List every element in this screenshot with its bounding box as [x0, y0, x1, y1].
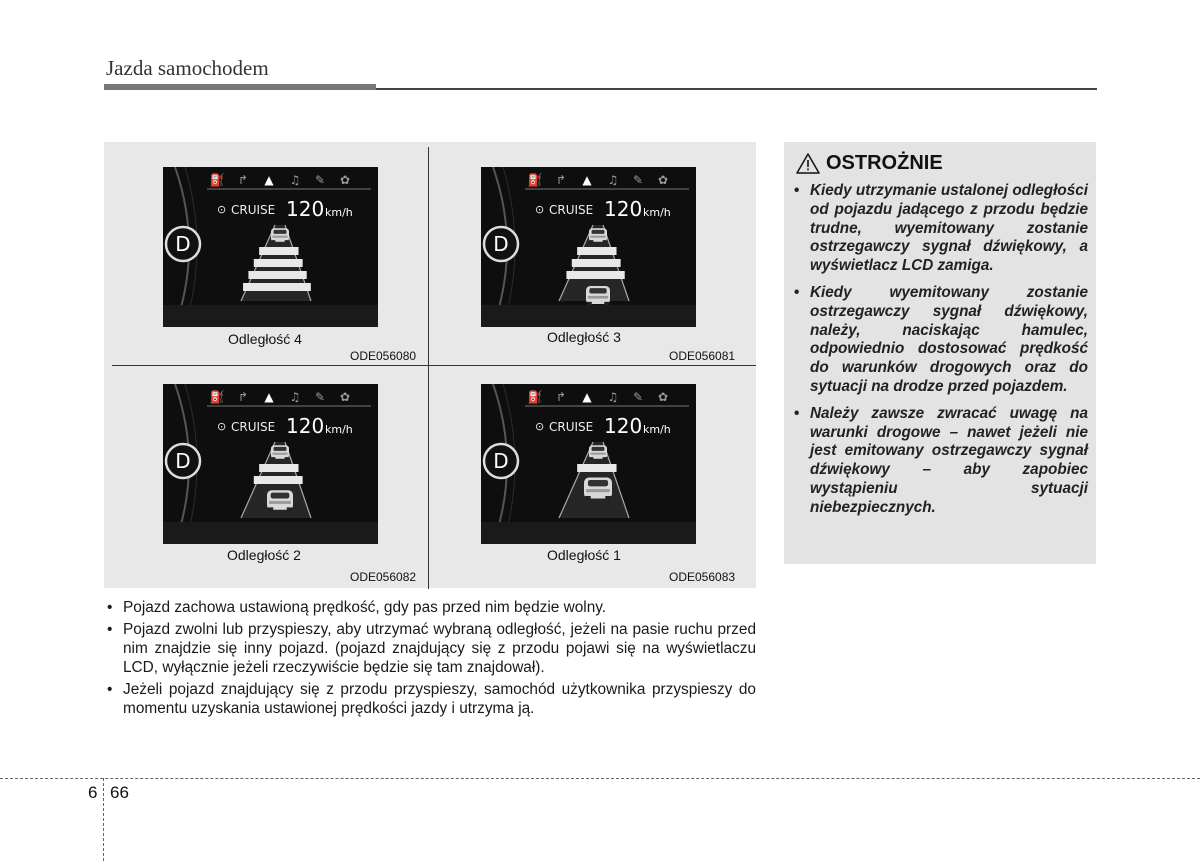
- vehicle-icon: [267, 490, 293, 511]
- figure-code: ODE056080: [350, 349, 417, 363]
- distance-bar: [566, 271, 624, 279]
- lcd-graphic: [163, 384, 378, 544]
- gear-icon: ✿: [339, 390, 351, 404]
- turn-arrow-icon: ↱: [555, 173, 567, 187]
- caution-item: • Kiedy utrzymanie ustalonej odległości od pojazdu jadącego z przodu będzie trudne, wyemitowany zostanie ostrzegawczy sygnał dźwiękowy, a wyświetlacz LCD zamiga.: [792, 182, 1088, 276]
- lane-icon: ▲: [582, 173, 592, 187]
- car-settings-icon: ⛽: [527, 173, 543, 187]
- distance-bar: [243, 283, 311, 291]
- cruise-icon: ⊙: [217, 203, 227, 216]
- gear-letter: D: [175, 232, 191, 256]
- cruise-icon: ⊙: [535, 203, 545, 216]
- lane-icon: ▲: [264, 390, 274, 404]
- cruise-icon: ⊙: [535, 420, 545, 433]
- cruise-label: CRUISE: [231, 420, 276, 434]
- turn-arrow-icon: ↱: [555, 390, 567, 404]
- car-settings-icon: ⛽: [527, 390, 543, 404]
- gear-letter: D: [493, 232, 509, 256]
- music-icon: ♫: [289, 173, 301, 187]
- speed-unit: km/h: [643, 206, 671, 219]
- set-speed: 120: [286, 197, 325, 221]
- lcd-bottom-strip: [481, 305, 696, 327]
- vehicle-icon: [589, 228, 607, 243]
- lcd-bottom-strip: [163, 522, 378, 544]
- gear-icon: ✿: [339, 173, 351, 187]
- distance-bar: [259, 464, 298, 472]
- caution-header: [796, 152, 943, 175]
- caution-item: • Należy zawsze zwracać uwagę na warunki drogowe – nawet jeżeli nie jest emitowany ostrzegawczy sygnał dźwiękowy – aby zapobiec wystąpieniu sytuacji niebezpiecznych.: [792, 405, 1088, 518]
- figure-caption: Odległość 2: [227, 547, 301, 563]
- header-rule-accent: [104, 84, 376, 90]
- cluster-display-distance-3: [481, 167, 696, 327]
- vehicle-icon: [271, 445, 289, 460]
- distance-bar: [259, 247, 298, 255]
- music-icon: ♫: [289, 390, 301, 404]
- speed-unit: km/h: [325, 423, 353, 436]
- speed-unit: km/h: [643, 423, 671, 436]
- set-speed: 120: [604, 414, 643, 438]
- figure-caption: Odległość 1: [547, 547, 621, 563]
- body-bullet: • Pojazd zwolni lub przyspieszy, aby utrzymać wybraną odległość, jeżeli na pasie ruchu przed nim znajdzie się inny pojazd. (pojazd znajdujący się z przodu pojawi się na wyświetlaczu LCD, wyłącznie jeżeli rzeczywiście będzie się tam znajdował).: [104, 620, 756, 677]
- lane-icon: ▲: [264, 173, 274, 187]
- warning-triangle-icon: [796, 153, 820, 174]
- figure-divider-horizontal: [112, 365, 756, 366]
- gear-letter: D: [493, 449, 509, 473]
- cruise-label: CRUISE: [231, 203, 276, 217]
- distance-bar: [254, 476, 303, 484]
- caution-title: OSTROŻNIE: [826, 152, 943, 174]
- body-bullet-list: [104, 598, 756, 721]
- gear-icon: ✿: [657, 390, 669, 404]
- lcd-graphic: [163, 167, 378, 327]
- lcd-bottom-strip: [481, 522, 696, 544]
- lcd-graphic: [481, 384, 696, 544]
- distance-bar: [248, 271, 306, 279]
- turn-arrow-icon: ↱: [237, 173, 249, 187]
- gear-icon: ✿: [657, 173, 669, 187]
- distance-bar: [254, 259, 303, 267]
- body-bullet: • Pojazd zachowa ustawioną prędkość, gdy pas przed nim będzie wolny.: [104, 598, 756, 617]
- music-icon: ♫: [607, 390, 619, 404]
- cluster-display-distance-1: [481, 384, 696, 544]
- wrench-icon: ✎: [632, 390, 644, 404]
- figure-code: ODE056082: [350, 570, 417, 584]
- lcd-graphic: [481, 167, 696, 327]
- cruise-icon: ⊙: [217, 420, 227, 433]
- vehicle-icon: [586, 286, 610, 305]
- cluster-display-distance-2: [163, 384, 378, 544]
- cruise-label: CRUISE: [549, 420, 594, 434]
- distance-bar: [577, 464, 616, 472]
- caution-item: • Kiedy wyemitowany zostanie ostrzegawczy sygnał dźwiękowy, należy, naciskając hamulec, odpowiednio dostosować prędkość do warunków drogowych oraz do sytuacji na drodze przed pojazdem.: [792, 284, 1088, 397]
- figure-code: ODE056083: [669, 570, 736, 584]
- chapter-number: 6: [88, 783, 98, 802]
- page-title: Jazda samochodem: [106, 56, 269, 80]
- cruise-label: CRUISE: [549, 203, 594, 217]
- caution-list: [792, 182, 1088, 526]
- distance-bar: [577, 247, 616, 255]
- wrench-icon: ✎: [314, 390, 326, 404]
- distance-bar: [572, 259, 621, 267]
- vehicle-icon: [271, 228, 289, 243]
- lcd-bottom-strip: [163, 305, 378, 327]
- vehicle-icon: [584, 478, 612, 501]
- music-icon: ♫: [607, 173, 619, 187]
- wrench-icon: ✎: [314, 173, 326, 187]
- figure-divider-vertical: [428, 147, 429, 589]
- speed-unit: km/h: [325, 206, 353, 219]
- cluster-display-distance-4: [163, 167, 378, 327]
- gear-letter: D: [175, 449, 191, 473]
- wrench-icon: ✎: [632, 173, 644, 187]
- figure-caption: Odległość 3: [547, 329, 621, 345]
- turn-arrow-icon: ↱: [237, 390, 249, 404]
- lane-icon: ▲: [582, 390, 592, 404]
- vehicle-icon: [589, 445, 607, 460]
- page-number: 66: [110, 783, 129, 802]
- footer-divider: [103, 778, 104, 861]
- figure-code: ODE056081: [669, 349, 736, 363]
- set-speed: 120: [604, 197, 643, 221]
- car-settings-icon: ⛽: [209, 173, 225, 187]
- figure-caption: Odległość 4: [228, 331, 302, 347]
- body-bullet: • Jeżeli pojazd znajdujący się z przodu przyspieszy, samochód użytkownika przyspieszy do momentu uzyskania ustawionej prędkości jazdy i utrzyma ją.: [104, 680, 756, 718]
- set-speed: 120: [286, 414, 325, 438]
- footer-rule: [0, 778, 1200, 779]
- car-settings-icon: ⛽: [209, 390, 225, 404]
